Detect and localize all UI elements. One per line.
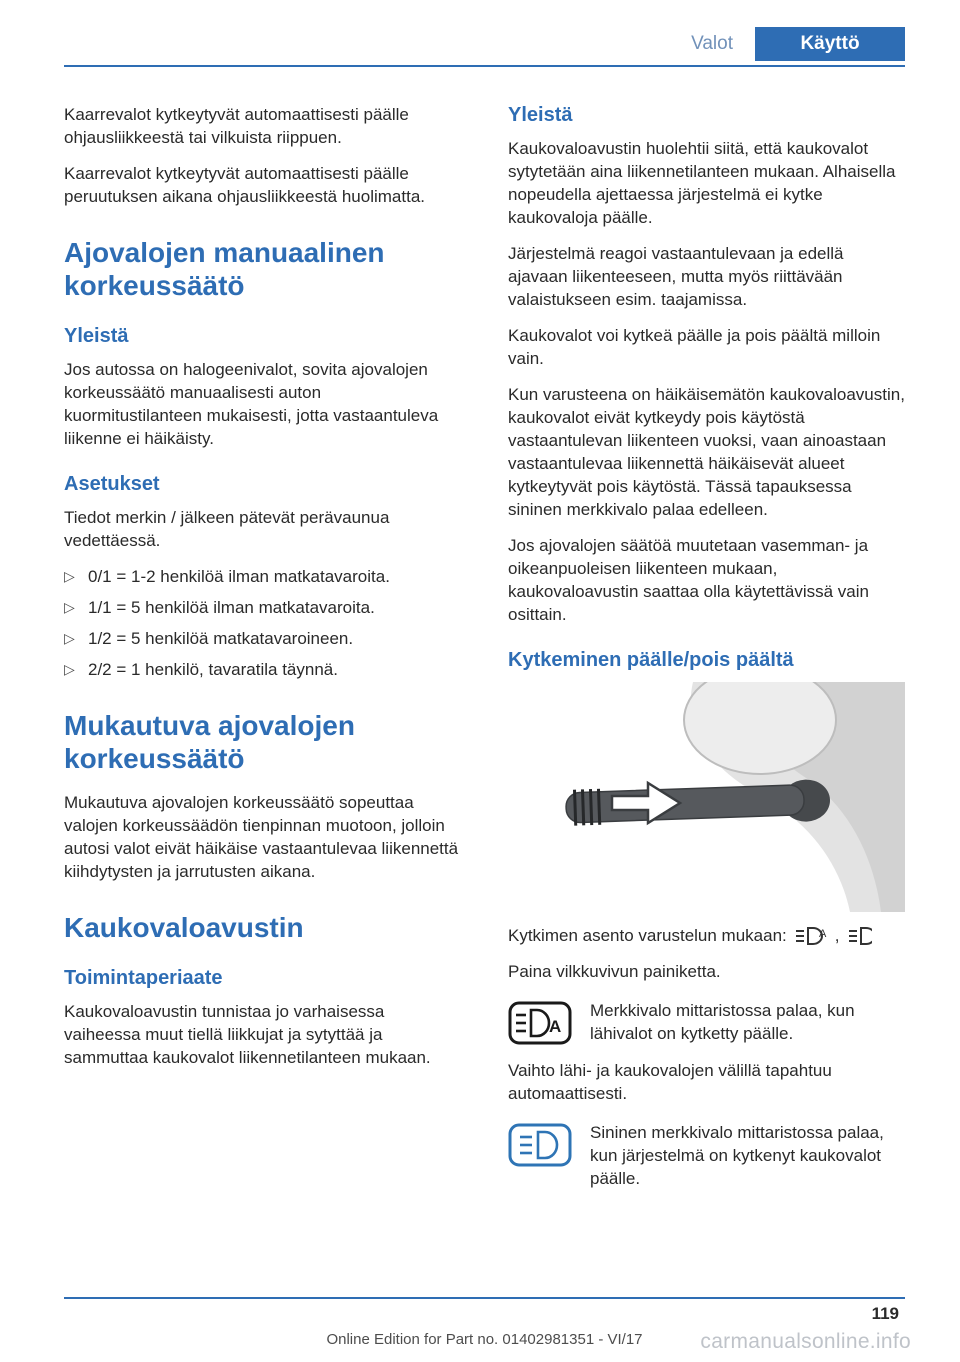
section-heading-manual-levelling: Ajovalojen manuaalinen korkeussäätö: [64, 237, 385, 301]
switch-position-line: [508, 924, 905, 947]
page-header: [64, 26, 905, 62]
paragraph: Paina vilkkuvivun painiketta.: [508, 962, 721, 981]
high-beam-assistant-icon: [794, 925, 828, 947]
section-heading-high-beam-assistant: Kaukovaloavustin: [64, 912, 304, 943]
paragraph: Jos ajovalojen säätöä muutetaan vasemman- ja oikeanpuoleisen liikenteen mukaan, kaukovaloavustin saattaa olla käytettävissä vain osittain.: [508, 536, 869, 624]
high-beam-icon: [847, 925, 872, 947]
high-beam-indicator-icon: [508, 1123, 572, 1167]
section-heading-adaptive-levelling: Mukautuva ajovalojen korkeussäätö: [64, 710, 355, 774]
footer-rule: [64, 1297, 905, 1299]
subsection-heading-general: Yleistä: [508, 104, 573, 126]
settings-bullet-list: [64, 565, 460, 681]
header-chapter-tab: Käyttö: [755, 27, 905, 61]
turn-signal-stalk-illustration: [508, 682, 905, 912]
page-number: 119: [871, 1304, 899, 1323]
triangle-bullet-icon: ▷: [64, 661, 75, 677]
subsection-heading-settings: Asetukset: [64, 473, 160, 495]
page-footer: [64, 1297, 911, 1353]
right-column: [508, 103, 905, 1204]
paragraph: Kaukovaloavustin tunnistaa jo varhaisessa vaiheessa muut tiellä liikkujat ja sytyttää ja sammuttaa kaukovalot liikennetilanteen mukaan.: [64, 1002, 431, 1067]
switch-position-separator: ,: [834, 926, 840, 945]
indicator-row: [508, 1121, 905, 1190]
paragraph: Kaukovalot voi kytkeä päälle ja pois päältä milloin vain.: [508, 326, 881, 368]
triangle-bullet-icon: ▷: [64, 599, 75, 615]
paragraph: Vaihto lähi- ja kaukovalojen välillä tapahtuu automaattisesti.: [508, 1061, 832, 1103]
list-item-text: 1/2 = 5 henkilöä matkatavaroineen.: [88, 629, 354, 648]
paragraph: Mukautuva ajovalojen korkeussäätö sopeuttaa valojen korkeussäädön tienpinnan muotoon, jolloin autosi valot eivät häikäise vastaantulevaa liikennettä kiihdytysten ja jarrutusten aikana.: [64, 793, 459, 881]
paragraph: Kaarrevalot kytkeytyvät automaattisesti päälle ohjausliikkeestä tai vilkuista riippuen.: [64, 105, 409, 147]
paragraph: Kun varusteena on häikäisemätön kaukovaloavustin, kaukovalot eivät kytkeydy pois käytöstä vastaantulevan liikenteen vuoksi, vaan ainoastaan vastaantulevaa liikennettä häikäisevät alueet kytkeytyvät pois käytöstä. Tässä tapauksessa sininen merkkivalo palaa edelleen.: [508, 385, 905, 519]
list-item: [64, 658, 460, 681]
indicator-row: [508, 999, 905, 1045]
paragraph: Tiedot merkin / jälkeen pätevät perävaunua vedettäessä.: [64, 508, 390, 550]
paragraph: Järjestelmä reagoi vastaantulevaan ja edellä ajavaan liikenteeseen, mutta myös riittävään valaistukseen esim. taajamissa.: [508, 244, 844, 309]
two-column-layout: [64, 103, 905, 1204]
indicator-text: Sininen merkkivalo mittaristossa palaa, kun järjestelmä on kytkenyt kaukovalot päälle.: [590, 1123, 884, 1188]
watermark: carmanualsonline.info: [700, 1330, 911, 1353]
list-item-text: 1/1 = 5 henkilöä ilman matkatavaroita.: [88, 598, 375, 617]
high-beam-assistant-indicator-icon: [508, 1001, 572, 1045]
indicator-text: Merkkivalo mittaristossa palaa, kun lähivalot on kytketty päälle.: [590, 1001, 855, 1043]
svg-text:A: A: [549, 1017, 562, 1036]
left-column: [64, 103, 460, 1204]
list-item: [64, 596, 460, 619]
subsection-heading-general: Yleistä: [64, 325, 129, 347]
edition-note: Online Edition for Part no. 01402981351 - VI/17: [326, 1331, 643, 1348]
triangle-bullet-icon: ▷: [64, 630, 75, 646]
paragraph: Jos autossa on halogeenivalot, sovita ajovalojen korkeussäätö manuaalisesti auton kuormitustilanteen mukaisesti, jotta vastaantuleva liikenne ei häikäisty.: [64, 360, 439, 448]
svg-text:A: A: [818, 927, 827, 940]
header-rule: [64, 65, 905, 67]
paragraph: Kaukovaloavustin huolehtii siitä, että kaukovalot sytytetään aina liikennetilanteen mukaan. Alhaisella nopeudella ajettaessa järjestelmä ei kytke kaukovaloja päälle.: [508, 139, 896, 227]
subsection-heading-principle: Toimintaperiaate: [64, 967, 223, 989]
list-item-text: 2/2 = 1 henkilö, tavaratila täynnä.: [88, 660, 338, 679]
paragraph: Kaarrevalot kytkeytyvät automaattisesti päälle peruutuksen aikana ohjausliikkeestä huolimatta.: [64, 164, 426, 206]
subsection-heading-switching: Kytkeminen päälle/pois päältä: [508, 649, 794, 671]
triangle-bullet-icon: ▷: [64, 568, 75, 584]
list-item-text: 0/1 = 1-2 henkilöä ilman matkatavaroita.: [88, 567, 390, 586]
list-item: [64, 565, 460, 588]
switch-position-text: Kytkimen asento varustelun mukaan:: [508, 926, 787, 945]
header-section-label: Valot: [691, 33, 733, 54]
list-item: [64, 627, 460, 650]
stalk-illustration-svg: [508, 682, 905, 912]
